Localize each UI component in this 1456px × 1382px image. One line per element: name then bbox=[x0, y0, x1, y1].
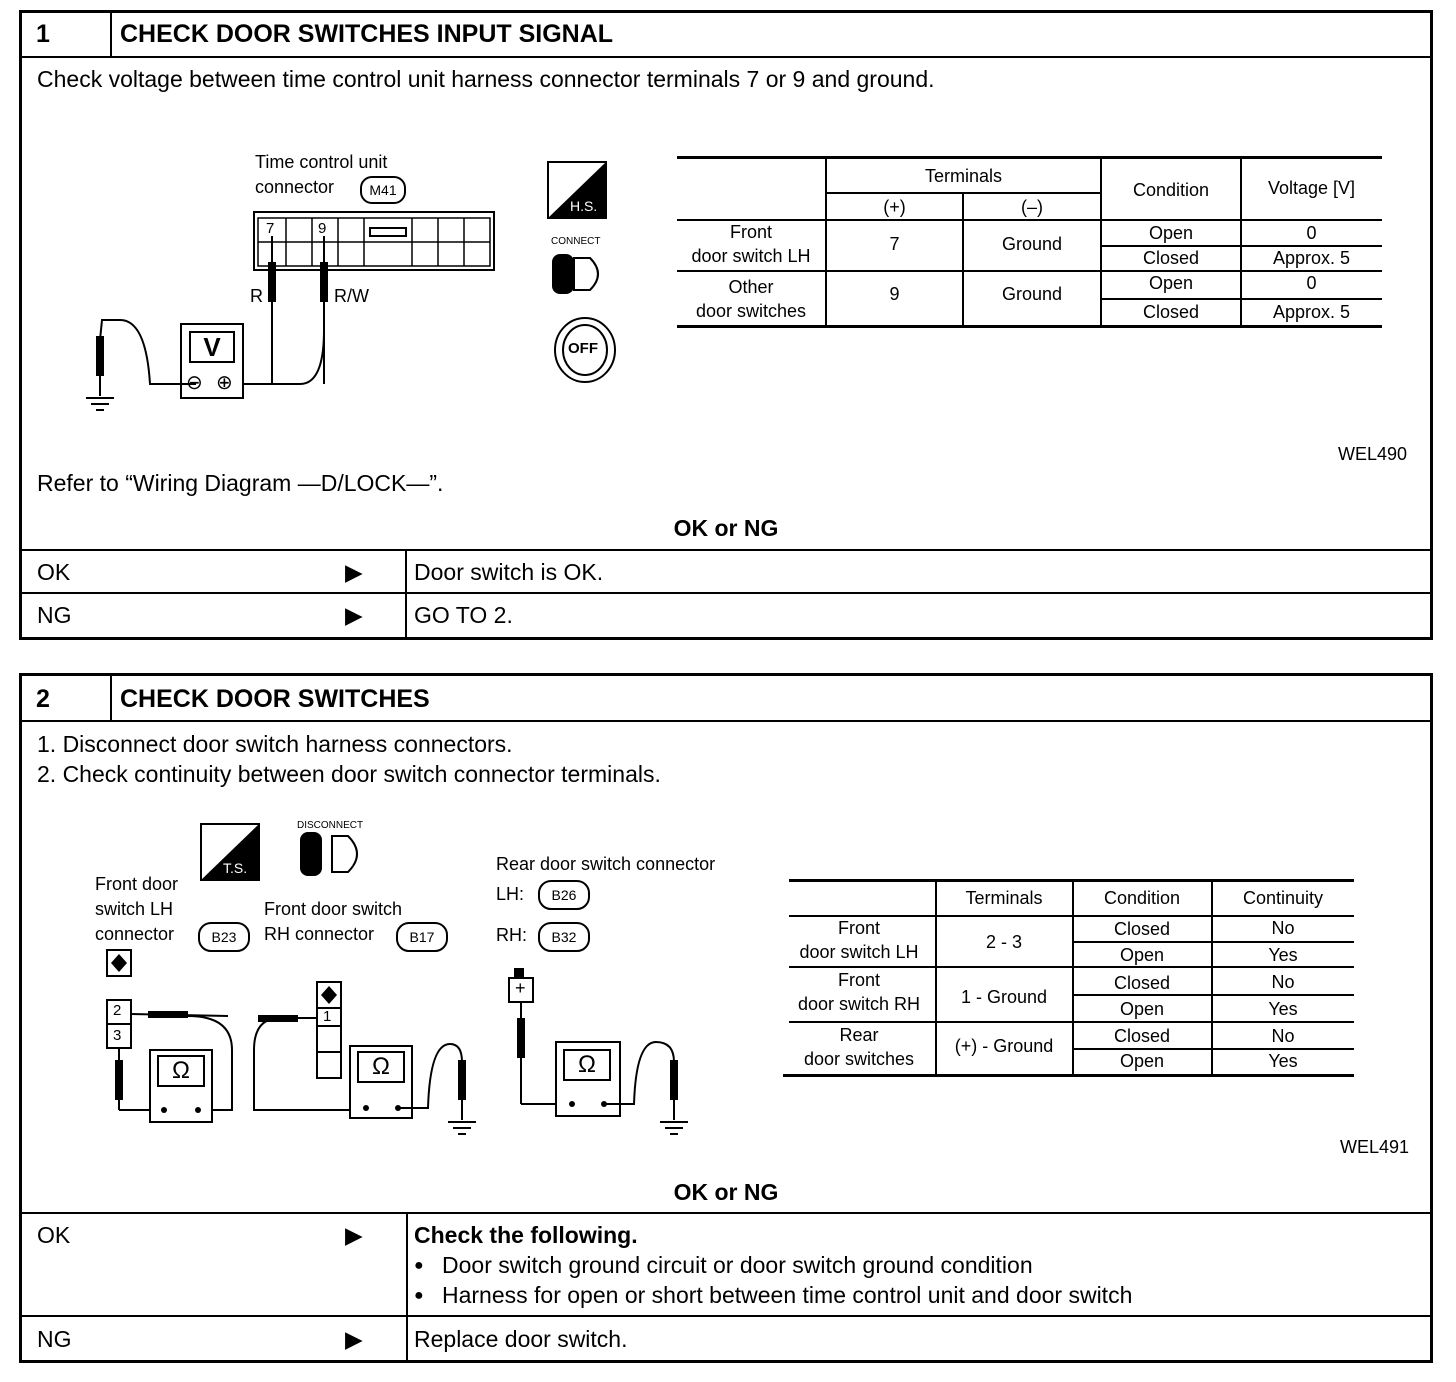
row-condition: Open bbox=[1148, 223, 1194, 243]
step1-ok-label: OK bbox=[37, 559, 71, 585]
step2-ok-bullet1: Door switch ground circuit or door switch ground condition bbox=[442, 1252, 1033, 1278]
row-plus: 7 bbox=[889, 234, 900, 254]
wire-b-label: R/W bbox=[334, 286, 369, 306]
th-voltage: Voltage [V] bbox=[1267, 178, 1356, 198]
row-name: door switch RH bbox=[797, 994, 921, 1014]
arrow-icon: ▶ bbox=[345, 559, 363, 585]
front-rh-label: RH connector bbox=[264, 924, 375, 944]
row-name: door switch LH bbox=[799, 942, 919, 962]
step2-ok-ng-title: OK or NG bbox=[673, 1179, 779, 1205]
row-name: door switch LH bbox=[691, 246, 811, 266]
front-rh-connector-id: B17 bbox=[396, 922, 448, 952]
row-continuity: No bbox=[1271, 918, 1295, 938]
row-condition: Closed bbox=[1113, 973, 1171, 993]
arrow-icon: ▶ bbox=[345, 602, 363, 628]
step2-instruction2: 2. Check continuity between door switch connector terminals. bbox=[37, 761, 661, 787]
row-minus: Ground bbox=[1001, 234, 1063, 254]
row-continuity: Yes bbox=[1268, 999, 1298, 1019]
rear-lh-connector-id: B26 bbox=[538, 880, 590, 910]
ohmmeter-symbol: Ω bbox=[578, 1051, 596, 1078]
step1-number: 1 bbox=[36, 20, 50, 48]
hs-icon: H.S. bbox=[570, 198, 598, 214]
ohmmeter-symbol: Ω bbox=[372, 1053, 390, 1080]
rear-rh-label: RH: bbox=[496, 925, 527, 945]
rear-lh-label: LH: bbox=[496, 884, 525, 904]
row-name: door switches bbox=[695, 301, 807, 321]
step1-ng-label: NG bbox=[37, 602, 72, 628]
row-condition: Open bbox=[1119, 945, 1165, 965]
step2-instruction1: 1. Disconnect door switch harness connectors. bbox=[37, 731, 513, 757]
row-voltage: 0 bbox=[1306, 223, 1317, 243]
row-condition: Closed bbox=[1113, 919, 1171, 939]
tcu-connector-label-line2: connector bbox=[255, 177, 335, 197]
wire-a-label: R bbox=[250, 286, 263, 306]
front-lh-connector-id: B23 bbox=[198, 922, 250, 952]
front-rh-label: Front door switch bbox=[264, 899, 403, 919]
bullet-icon: ● bbox=[414, 1257, 424, 1274]
row-name: Front bbox=[837, 918, 880, 938]
step1-table-bottom bbox=[677, 325, 1382, 328]
row-voltage: Approx. 5 bbox=[1272, 302, 1351, 322]
step2-ok-bullet2: Harness for open or short between time control unit and door switch bbox=[442, 1282, 1133, 1308]
step1-refer: Refer to “Wiring Diagram —D/LOCK—”. bbox=[37, 470, 444, 496]
row-condition: Closed bbox=[1113, 1026, 1171, 1046]
step2-table-bottom bbox=[783, 1074, 1354, 1077]
th-terminals: Terminals bbox=[965, 888, 1043, 908]
step1-ok-result: Door switch is OK. bbox=[414, 559, 604, 585]
bullet-icon: ● bbox=[414, 1287, 424, 1304]
ohmmeter-symbol: Ω bbox=[172, 1057, 190, 1084]
tcu-connector-id: M41 bbox=[360, 176, 406, 204]
row-continuity: No bbox=[1271, 972, 1295, 992]
probe-a-pin: 7 bbox=[266, 220, 275, 237]
lh-pin-2: 2 bbox=[113, 1002, 122, 1019]
row-condition: Closed bbox=[1142, 248, 1200, 268]
rear-pin-plus: + bbox=[515, 978, 526, 998]
th-condition: Condition bbox=[1132, 180, 1210, 200]
row-name: Other bbox=[728, 277, 774, 297]
step2-ok-label: OK bbox=[37, 1222, 71, 1248]
arrow-icon: ▶ bbox=[345, 1222, 363, 1248]
probe-b-pin: 9 bbox=[318, 220, 327, 237]
door-switch-drawing bbox=[0, 0, 760, 1140]
step1-ng-result: GO TO 2. bbox=[414, 602, 513, 628]
row-plus: 9 bbox=[889, 284, 900, 304]
step1-ok-ng-title: OK or NG bbox=[673, 515, 779, 541]
rear-rh-connector-id: B32 bbox=[538, 922, 590, 952]
connect-icon-label: CONNECT bbox=[551, 236, 601, 247]
row-continuity: No bbox=[1271, 1026, 1295, 1046]
th-condition: Condition bbox=[1103, 888, 1181, 908]
lh-pin-3: 3 bbox=[113, 1027, 122, 1044]
step1-table-top bbox=[677, 156, 1382, 159]
row-continuity: Yes bbox=[1268, 945, 1298, 965]
th-terminals: Terminals bbox=[924, 166, 1003, 186]
step2-ng-result: Replace door switch. bbox=[414, 1326, 628, 1352]
step2-ok-title: Check the following. bbox=[414, 1222, 638, 1248]
figure-code: WEL490 bbox=[1338, 444, 1408, 464]
voltmeter-symbol: V bbox=[203, 332, 221, 362]
figure-code: WEL491 bbox=[1340, 1137, 1410, 1157]
row-terminals: (+) - Ground bbox=[954, 1036, 1054, 1056]
voltmeter-minus-terminal: ⊖ bbox=[186, 372, 203, 394]
front-lh-label: connector bbox=[95, 924, 175, 944]
disconnect-icon-label: DISCONNECT bbox=[297, 820, 364, 831]
row-terminals: 2 - 3 bbox=[985, 932, 1023, 952]
row-name: Front bbox=[729, 222, 772, 242]
row-condition: Closed bbox=[1142, 302, 1200, 322]
front-lh-label: switch LH bbox=[95, 899, 174, 919]
row-condition: Open bbox=[1119, 999, 1165, 1019]
row-condition: Open bbox=[1148, 273, 1194, 293]
row-voltage: Approx. 5 bbox=[1272, 248, 1351, 268]
arrow-icon: ▶ bbox=[345, 1326, 363, 1352]
row-name: Rear bbox=[839, 1025, 879, 1045]
row-continuity: Yes bbox=[1268, 1051, 1298, 1071]
row-name: Front bbox=[837, 970, 880, 990]
step2-number: 2 bbox=[36, 685, 50, 713]
step1-title: CHECK DOOR SWITCHES INPUT SIGNAL bbox=[120, 20, 614, 48]
row-minus: Ground bbox=[1001, 284, 1063, 304]
voltmeter-plus-terminal: ⊕ bbox=[216, 372, 233, 394]
step2-title: CHECK DOOR SWITCHES bbox=[120, 685, 430, 713]
off-icon: OFF bbox=[568, 340, 598, 357]
th-minus: (–) bbox=[1021, 197, 1043, 217]
row-voltage: 0 bbox=[1306, 273, 1317, 293]
th-plus: (+) bbox=[883, 197, 906, 217]
step2-ng-label: NG bbox=[37, 1326, 72, 1352]
step1-instruction: Check voltage between time control unit harness connector terminals 7 or 9 and ground. bbox=[37, 66, 935, 92]
row-terminals: 1 - Ground bbox=[960, 987, 1048, 1007]
th-continuity: Continuity bbox=[1242, 888, 1324, 908]
tcu-connector-label-line1: Time control unit bbox=[255, 152, 388, 172]
row-condition: Open bbox=[1119, 1051, 1165, 1071]
front-lh-label: Front door bbox=[95, 874, 179, 894]
rear-connector-title: Rear door switch connector bbox=[496, 854, 716, 874]
row-name: door switches bbox=[803, 1049, 915, 1069]
rh-pin-1: 1 bbox=[323, 1008, 332, 1025]
ts-icon: T.S. bbox=[223, 860, 248, 876]
